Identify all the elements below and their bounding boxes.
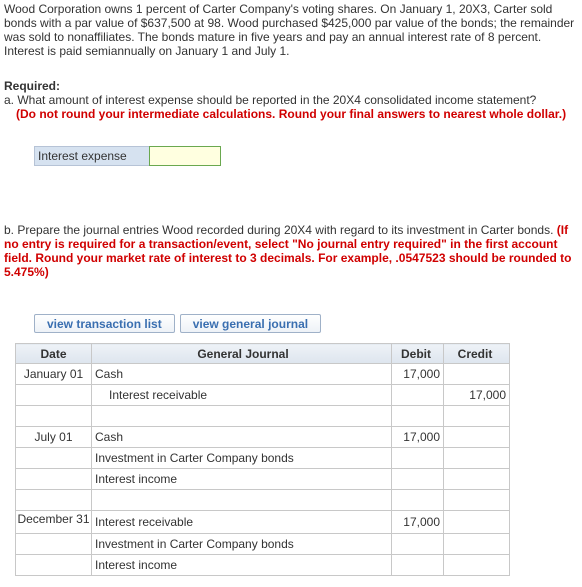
part-b-note: (If no entry is required for a transaction/event, select "No journal entry required" in the first account field. Round your market rate of interest to 3 decimals. For example, .0547523 should be rounded to 5.475%) <box>4 223 572 279</box>
journal-debit-cell[interactable] <box>392 469 444 490</box>
header-date: Date <box>16 344 92 364</box>
journal-credit-cell[interactable] <box>444 427 510 448</box>
view-transaction-list-button[interactable]: view transaction list <box>34 314 175 333</box>
journal-header-row <box>16 344 510 364</box>
journal-debit-cell[interactable] <box>392 490 444 511</box>
journal-debit-cell[interactable] <box>392 555 444 576</box>
table-row <box>16 364 510 385</box>
journal-view-buttons <box>34 314 321 333</box>
journal-credit-cell[interactable] <box>444 490 510 511</box>
journal-date-cell[interactable]: July 01 <box>16 427 92 448</box>
journal-credit-cell[interactable] <box>444 511 510 534</box>
journal-date-cell[interactable] <box>16 406 92 427</box>
journal-account-cell[interactable]: Interest receivable <box>92 511 392 534</box>
journal-account-cell[interactable]: Cash <box>92 364 392 385</box>
table-row <box>16 469 510 490</box>
journal-debit-cell[interactable] <box>392 448 444 469</box>
interest-expense-label: Interest expense <box>34 146 150 166</box>
problem-statement <box>4 2 576 58</box>
journal-account-cell[interactable]: Investment in Carter Company bonds <box>92 448 392 469</box>
part-a <box>4 93 576 121</box>
problem-text: Wood Corporation owns 1 percent of Carter Company's voting shares. On January 1, 20X3, Carter sold bonds with a par value of $637,500 at 98. Wood purchased $425,000 par value of the bonds; the remainder was sold to nonaffiliates. The bonds mature in five years and pay an annual interest rate of 8 percent. Interest is paid semiannually on January 1 and July 1. <box>4 2 575 58</box>
journal-credit-cell[interactable] <box>444 448 510 469</box>
journal-account-cell[interactable]: Investment in Carter Company bonds <box>92 534 392 555</box>
part-b <box>4 223 576 279</box>
journal-account-cell[interactable] <box>92 406 392 427</box>
journal-date-cell[interactable]: December 31 <box>16 511 92 534</box>
journal-date-cell[interactable]: January 01 <box>16 364 92 385</box>
journal-credit-cell[interactable] <box>444 406 510 427</box>
journal-date-cell[interactable] <box>16 469 92 490</box>
journal-date-cell[interactable] <box>16 448 92 469</box>
journal-debit-cell[interactable] <box>392 534 444 555</box>
journal-account-cell[interactable] <box>92 385 392 406</box>
journal-account-text: Interest receivable <box>109 388 208 402</box>
table-row <box>16 490 510 511</box>
part-a-text: a. What amount of interest expense should be reported in the 20X4 consolidated income statement? <box>4 93 537 107</box>
journal-debit-cell[interactable]: 17,000 <box>392 364 444 385</box>
general-journal-table <box>15 343 510 576</box>
journal-credit-cell[interactable] <box>444 555 510 576</box>
interest-expense-input[interactable] <box>149 146 221 166</box>
journal-credit-cell[interactable] <box>444 469 510 490</box>
part-a-note: (Do not round your intermediate calculations. Round your final answers to nearest whole dollar.) <box>16 107 567 121</box>
table-row <box>16 534 510 555</box>
journal-account-cell[interactable]: Interest income <box>92 469 392 490</box>
table-row <box>16 427 510 448</box>
header-debit: Debit <box>392 344 444 364</box>
journal-credit-cell[interactable] <box>444 364 510 385</box>
part-b-text: b. Prepare the journal entries Wood recorded during 20X4 with regard to its investment in Carter bonds. <box>4 223 554 237</box>
table-row <box>16 385 510 406</box>
required-heading: Required: <box>4 79 61 93</box>
journal-debit-cell[interactable]: 17,000 <box>392 427 444 448</box>
journal-date-cell[interactable] <box>16 385 92 406</box>
journal-debit-cell[interactable]: 17,000 <box>392 511 444 534</box>
journal-date-cell[interactable] <box>16 555 92 576</box>
journal-date-cell[interactable] <box>16 534 92 555</box>
header-credit: Credit <box>444 344 510 364</box>
journal-account-cell[interactable]: Cash <box>92 427 392 448</box>
journal-credit-cell[interactable]: 17,000 <box>444 385 510 406</box>
table-row <box>16 511 510 534</box>
journal-account-cell[interactable] <box>92 490 392 511</box>
journal-debit-cell[interactable] <box>392 406 444 427</box>
journal-date-cell[interactable] <box>16 490 92 511</box>
view-general-journal-button[interactable]: view general journal <box>180 314 321 333</box>
header-account: General Journal <box>92 344 392 364</box>
table-row <box>16 406 510 427</box>
journal-credit-cell[interactable] <box>444 534 510 555</box>
journal-debit-cell[interactable] <box>392 385 444 406</box>
journal-account-cell[interactable]: Interest income <box>92 555 392 576</box>
table-row <box>16 555 510 576</box>
interest-expense-row <box>34 146 221 166</box>
table-row <box>16 448 510 469</box>
